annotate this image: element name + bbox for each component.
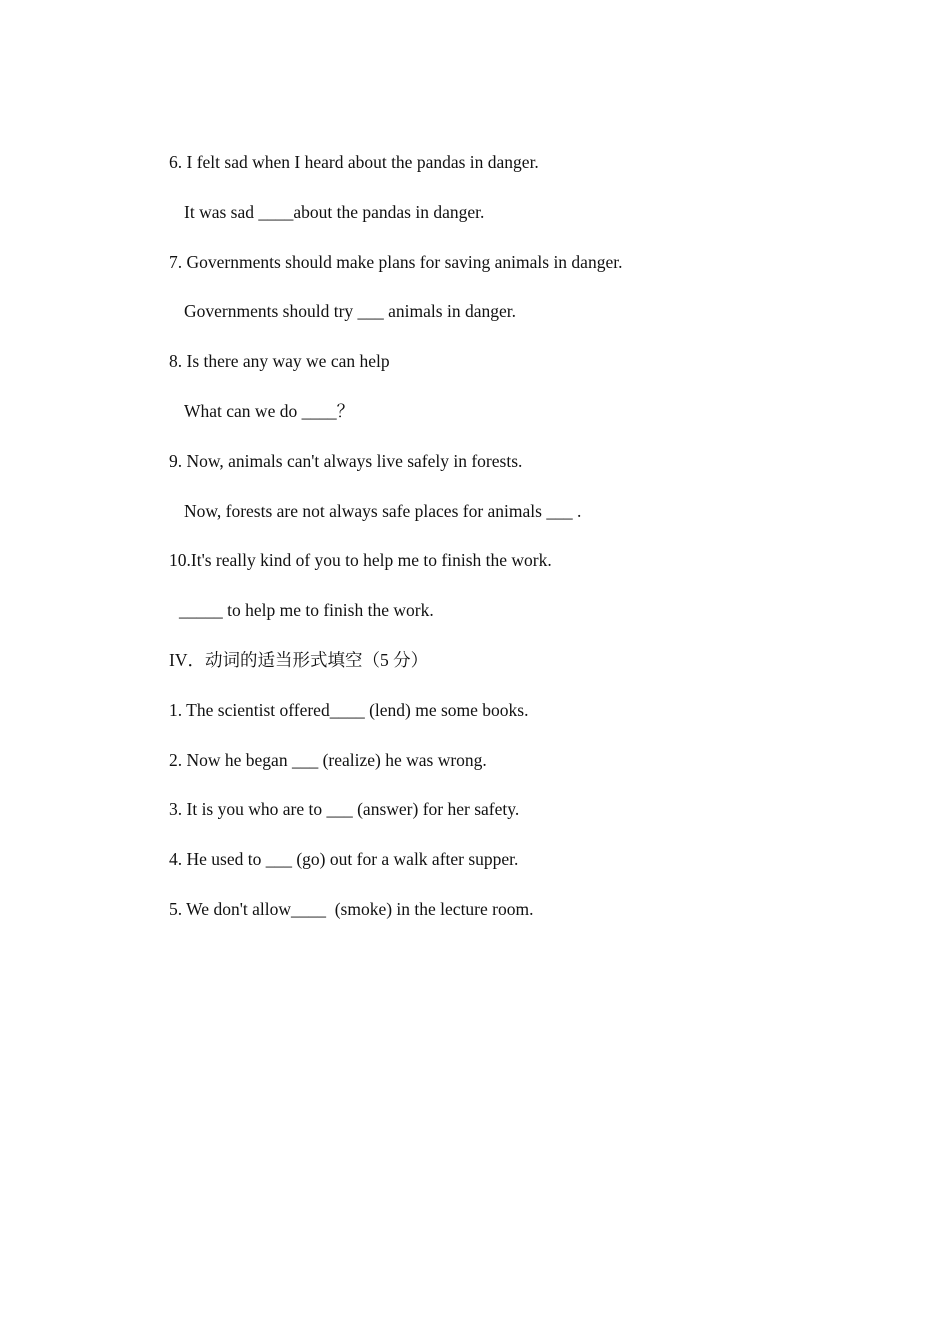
- question-7: 7. Governments should make plans for saving animals in danger.: [169, 251, 623, 272]
- verb-question-1: 1. The scientist offered____ (lend) me some books.: [169, 699, 529, 720]
- question-6-rewrite: It was sad ____about the pandas in danger.: [184, 201, 485, 222]
- exercise-content: [169, 149, 809, 946]
- section-iv-heading: IV．动词的适当形式填空（5 分）: [169, 649, 429, 670]
- verb-question-4: 4. He used to ___ (go) out for a walk after supper.: [169, 849, 519, 870]
- verb-question-2: 2. Now he began ___ (realize) he was wrong.: [169, 749, 487, 770]
- question-10: 10.It's really kind of you to help me to finish the work.: [169, 550, 552, 571]
- question-6: 6. I felt sad when I heard about the pandas in danger.: [169, 152, 539, 172]
- question-9: 9. Now, animals can't always live safely in forests.: [169, 450, 523, 471]
- question-9-rewrite: Now, forests are not always safe places for animals ___ .: [184, 500, 582, 521]
- question-10-rewrite: _____ to help me to finish the work.: [179, 600, 434, 621]
- question-8-rewrite: What can we do ____？: [184, 400, 355, 421]
- question-7-rewrite: Governments should try ___ animals in danger.: [184, 301, 516, 322]
- verb-question-5: 5. We don't allow____ (smoke) in the lecture room.: [169, 898, 534, 919]
- verb-question-3: 3. It is you who are to ___ (answer) for her safety.: [169, 799, 520, 820]
- question-8: 8. Is there any way we can help: [169, 351, 390, 372]
